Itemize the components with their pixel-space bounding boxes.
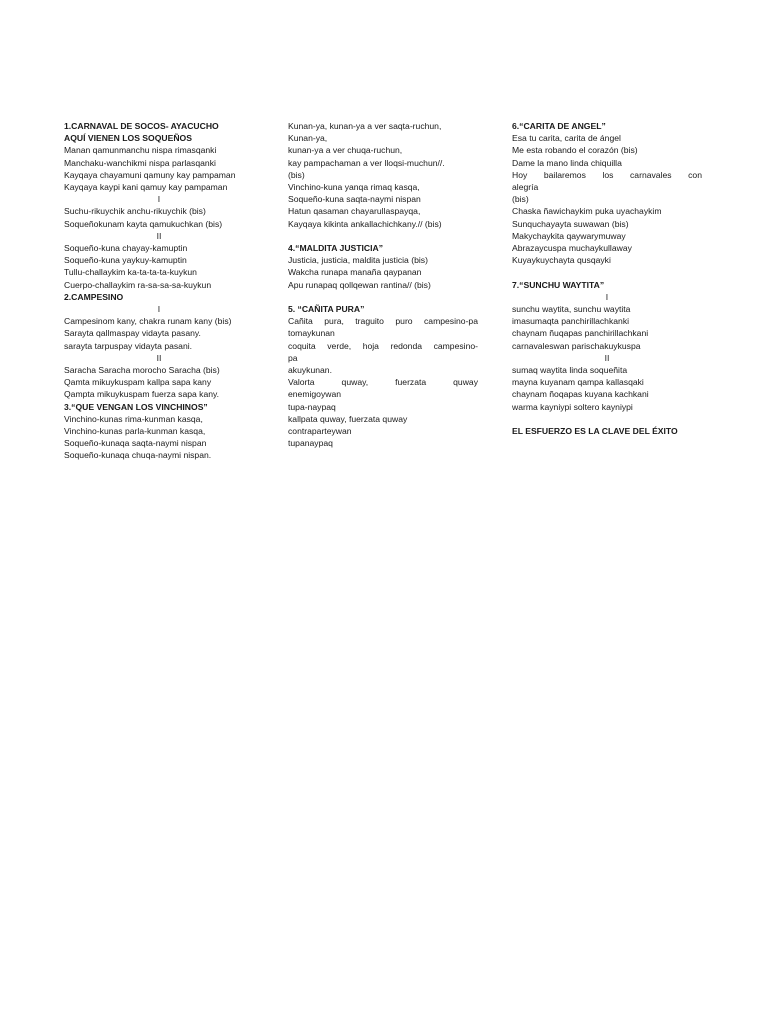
song-title: EL ESFUERZO ES LA CLAVE DEL ÉXITO	[512, 426, 678, 437]
blank-line	[288, 230, 478, 242]
text-line: (bis)	[512, 194, 529, 205]
text-line: Soqueño-kuna yaykuy-kamuptin	[64, 255, 187, 266]
song-title: 6.“CARITA DE ANGEL”	[512, 121, 606, 131]
column-1	[64, 120, 254, 462]
text-line: Valorta quway, fuerzata quway	[288, 377, 478, 388]
text-line: chaynam ñuqapas panchirillachkani	[512, 328, 649, 339]
text-line: coquita verde, hoja redonda campesino-	[288, 340, 478, 351]
text-line: Qamta mikuykuspam kallpa sapa kany	[64, 377, 212, 388]
text-line: sumaq waytita linda soqueñita	[512, 365, 628, 376]
text-line: Tullu-challaykim ka-ta-ta-ta-kuykun	[64, 267, 197, 278]
text-line: carnavaleswan parischakuykuspa	[512, 340, 641, 351]
blank-line	[288, 291, 478, 303]
text-line: Cañita pura, traguito puro campesino-pa	[288, 316, 478, 327]
text-line: kunan-ya a ver chuqa-ruchun,	[288, 145, 403, 156]
song-title: AQUÍ VIENEN LOS SOQUEÑOS	[64, 133, 192, 144]
text-line: Manan qamunmanchu nispa rimasqanki	[64, 145, 217, 156]
text-line: Kayqaya kikinta ankallachichkany.// (bis)	[288, 218, 442, 229]
stanza-numeral: I	[605, 291, 609, 302]
text-line: Justicia, justicia, maldita justicia (bis)	[288, 255, 428, 266]
stanza-numeral: I	[157, 194, 161, 205]
text-line: sunchu waytita, sunchu waytita	[512, 304, 631, 315]
text-line: Vinchino-kuna yanqa rimaq kasqa,	[288, 182, 420, 193]
text-line: Vinchino-kunas rima-kunman kasqa,	[64, 413, 203, 424]
text-line: Abrazaycuspa muchaykullaway	[512, 243, 632, 254]
text-line: chaynam ñoqapas kuyana kachkani	[512, 389, 649, 400]
song-title: 2.CAMPESINO	[64, 291, 124, 302]
text-line: Vinchino-kunas parla-kunman kasqa,	[64, 426, 206, 437]
text-line: tupanaypaq	[288, 438, 333, 449]
text-line: Suchu-rikuychik anchu-rikuychik (bis)	[64, 206, 206, 217]
column-3	[512, 120, 702, 437]
stanza-numeral: I	[157, 304, 161, 315]
song-title: 3.“QUE VENGAN LOS VINCHINOS”	[64, 401, 208, 412]
text-line: Kuyaykuychayta qusqayki	[512, 255, 611, 266]
text-line: Qampta mikuykuspam fuerza sapa kany.	[64, 389, 220, 400]
text-line: Esa tu carita, carita de ángel	[512, 133, 621, 144]
column-2	[288, 120, 478, 449]
song-title: 7.“SUNCHU WAYTITA”	[512, 279, 605, 290]
stanza-numeral: II	[156, 230, 162, 241]
song-title: 4.“MALDITA JUSTICIA”	[288, 243, 384, 254]
stanza-numeral: II	[156, 352, 162, 363]
text-line: Kayqaya kaypi kani qamuy kay pampaman	[64, 182, 228, 193]
text-line: Soqueño-kunaqa saqta-naymi nispan	[64, 438, 207, 449]
text-line: Hoy bailaremos los carnavales con	[512, 169, 702, 180]
text-line: pa	[288, 352, 298, 363]
text-line: warma kayniypi soltero kayniypi	[512, 401, 633, 412]
text-line: Manchaku-wanchikmi nispa parlasqanki	[64, 157, 216, 168]
text-line: Soqueño-kunaqa chuqa-naymi nispan.	[64, 450, 212, 461]
text-line: Kayqaya chayamuni qamuny kay pampaman	[64, 169, 236, 180]
text-line: sarayta tarpuspay vidayta pasani.	[64, 340, 193, 351]
text-line: Me esta robando el corazón (bis)	[512, 145, 638, 156]
text-line: mayna kuyanam qampa kallasqaki	[512, 377, 644, 388]
text-line: Wakcha runapa manaña qaypanan	[288, 267, 422, 278]
text-line: Soqueño-kuna saqta-naymi nispan	[288, 194, 421, 205]
text-line: alegría	[512, 182, 539, 193]
text-line: Kunan-ya,	[288, 133, 328, 144]
song-title: 1.CARNAVAL DE SOCOS- AYACUCHO	[64, 121, 219, 131]
text-line: Soqueño-kuna chayay-kamuptin	[64, 243, 188, 254]
text-line: tupa-naypaq	[288, 401, 336, 412]
text-line: (bis)	[288, 169, 305, 180]
text-line: kay pampachaman a ver lloqsi-muchun//.	[288, 157, 445, 168]
text-line: Sarayta qallmaspay vidayta pasany.	[64, 328, 201, 339]
text-line: Cuerpo-challaykim ra-sa-sa-sa-kuykun	[64, 279, 212, 290]
text-line: akuykunan.	[288, 365, 332, 376]
blank-line	[512, 266, 702, 278]
text-line: Dame la mano linda chiquilla	[512, 157, 622, 168]
text-line: kallpata quway, fuerzata quway	[288, 413, 408, 424]
text-line: Makychaykita qaywarymuway	[512, 230, 626, 241]
text-line: Chaska ñawichaykim puka uyachaykim	[512, 206, 662, 217]
text-line: tomaykunan	[288, 328, 335, 339]
text-line: Saracha Saracha morocho Saracha (bis)	[64, 365, 220, 376]
song-title: 5. “CAÑITA PURA”	[288, 304, 365, 315]
blank-line	[512, 413, 702, 425]
text-line: contraparteywan	[288, 426, 352, 437]
text-line: Soqueñokunam kayta qamukuchkan (bis)	[64, 218, 223, 229]
text-line: Campesinom kany, chakra runam kany (bis)	[64, 316, 232, 327]
text-line: Kunan-ya, kunan-ya a ver saqta-ruchun,	[288, 121, 442, 131]
text-line: Sunquchayayta suwawan (bis)	[512, 218, 629, 229]
stanza-numeral: II	[604, 352, 610, 363]
text-line: Hatun qasaman chayarullaspayqa,	[288, 206, 421, 217]
text-line: enemigoywan	[288, 389, 342, 400]
text-line: imasumaqta panchirillachkanki	[512, 316, 630, 327]
text-line: Apu runapaq qollqewan rantina// (bis)	[288, 279, 431, 290]
